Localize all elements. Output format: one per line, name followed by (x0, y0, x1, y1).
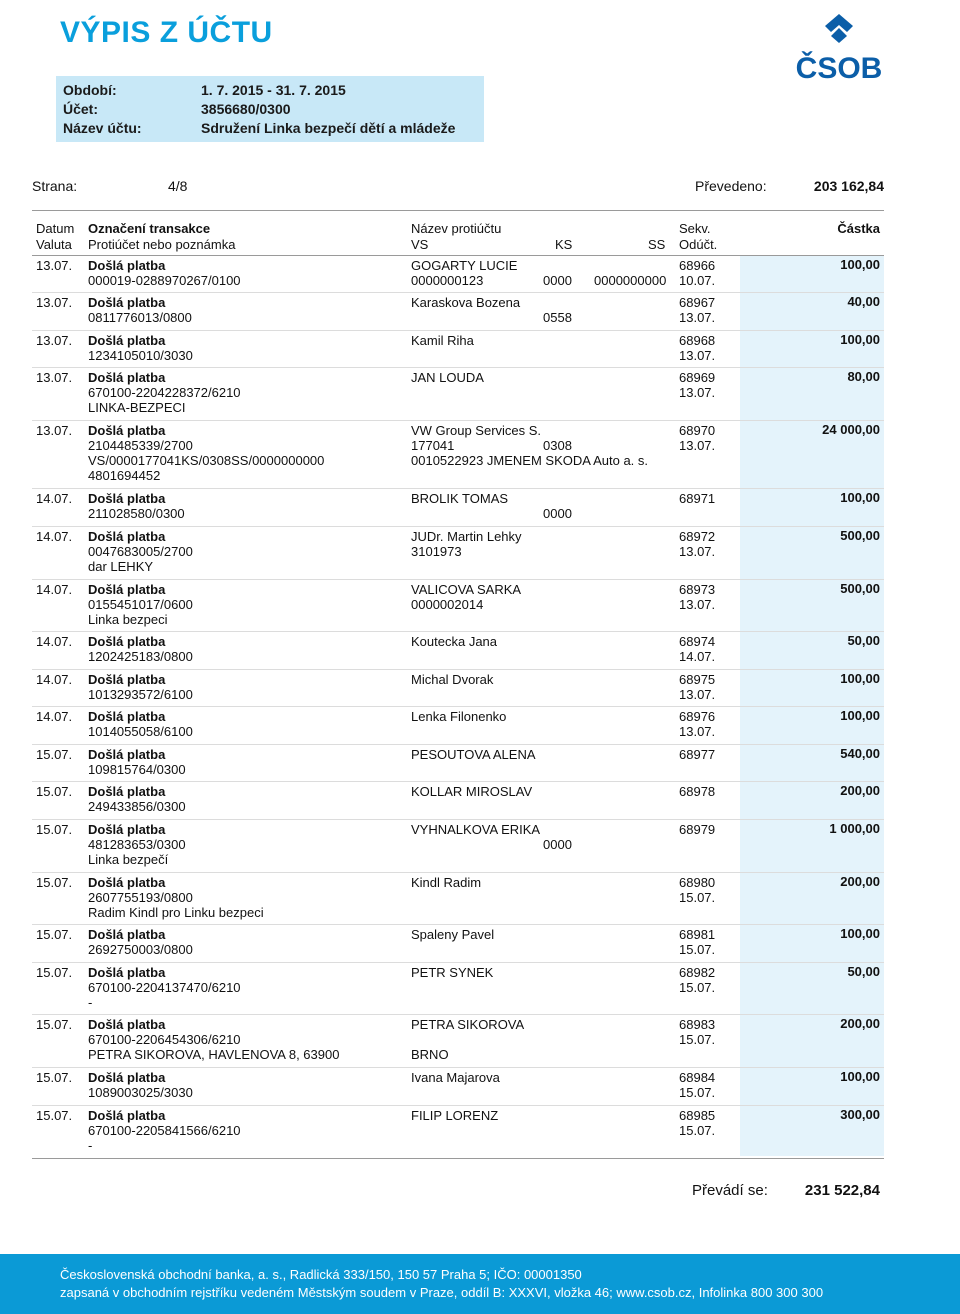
row-counter-line: VS/0000177041KS/0308SS/0000000000 (88, 453, 325, 468)
page-number: 4/8 (168, 178, 188, 194)
csob-logo (793, 12, 885, 82)
row-date: 15.07. (36, 784, 73, 799)
row-amount: 200,00 (840, 1016, 880, 1031)
row-counterparty-name: Koutecka Jana (411, 634, 498, 649)
row-amount: 100,00 (840, 1069, 880, 1084)
row-date: 13.07. (36, 258, 73, 273)
carried-over-value: 203 162,84 (813, 178, 884, 194)
row-sequence: 68981 (679, 927, 716, 942)
row-amount: 100,00 (840, 926, 880, 941)
row-accounting-date: 13.07. (679, 544, 716, 559)
row-accounting-date: 15.07. (679, 980, 716, 995)
row-amount: 540,00 (840, 746, 880, 761)
row-sequence: 68978 (679, 784, 716, 799)
row-date: 15.07. (36, 927, 73, 942)
row-amount: 24 000,00 (822, 422, 880, 437)
row-counterparty-name: FILIP LORENZ (411, 1108, 499, 1123)
row-counterparty-name: BROLIK TOMAS (411, 491, 509, 506)
row-counter-line: 670100-2204137470/6210 (88, 980, 241, 995)
row-counterparty-extra: BRNO (411, 1047, 449, 1062)
row-accounting-date: 13.07. (679, 724, 716, 739)
row-separator (32, 744, 884, 745)
row-transaction-type: Došlá platba (88, 784, 166, 799)
row-counter-line: 2104485339/2700 (88, 438, 193, 453)
row-counter-line: 1089003025/3030 (88, 1085, 193, 1100)
col-accounting-date: Odúčt. (679, 237, 718, 252)
row-vs: 3101973 (411, 544, 462, 559)
row-sequence: 68969 (679, 370, 716, 385)
row-date: 15.07. (36, 822, 73, 837)
row-sequence: 68980 (679, 875, 716, 890)
row-separator (32, 1014, 884, 1015)
row-transaction-type: Došlá platba (88, 1070, 166, 1085)
row-transaction-type: Došlá platba (88, 634, 166, 649)
row-amount: 300,00 (840, 1107, 880, 1122)
row-date: 15.07. (36, 747, 73, 762)
row-counter-line: 0811776013/0800 (88, 310, 192, 325)
row-counter-line: 670100-2204228372/6210 (88, 385, 241, 400)
row-separator (32, 579, 884, 580)
row-vs: 177041 (411, 438, 455, 453)
row-ks: 0000 (543, 273, 572, 288)
row-transaction-type: Došlá platba (88, 747, 166, 762)
row-amount: 40,00 (847, 294, 880, 309)
row-amount: 500,00 (840, 528, 880, 543)
row-transaction-type: Došlá platba (88, 1108, 166, 1123)
row-separator (32, 872, 884, 873)
row-sequence: 68975 (679, 672, 716, 687)
row-counter-line: 0047683005/2700 (88, 544, 193, 559)
col-date: Datum (36, 221, 75, 236)
row-transaction-type: Došlá platba (88, 965, 166, 980)
col-valuta: Valuta (36, 237, 72, 252)
row-counter-line: 670100-2206454306/6210 (88, 1032, 241, 1047)
row-transaction-type: Došlá platba (88, 370, 166, 385)
header-top-rule (32, 210, 884, 211)
row-date: 14.07. (36, 529, 73, 544)
row-ks: 0000 (543, 506, 572, 521)
row-separator (32, 367, 884, 368)
row-accounting-date: 14.07. (679, 649, 716, 664)
row-sequence: 68972 (679, 529, 716, 544)
row-accounting-date: 13.07. (679, 597, 716, 612)
row-date: 14.07. (36, 582, 73, 597)
row-separator (32, 526, 884, 527)
row-sequence: 68971 (679, 491, 716, 506)
col-ks: KS (555, 237, 573, 252)
row-transaction-type: Došlá platba (88, 672, 166, 687)
footer-address: Československá obchodní banka, a. s., Radlická 333/150, 150 57 Praha 5; IČO: 00001350 (60, 1267, 582, 1282)
row-transaction-type: Došlá platba (88, 582, 166, 597)
row-counter-line: Radim Kindl pro Linku bezpeci (88, 905, 264, 920)
row-sequence: 68983 (679, 1017, 716, 1032)
row-transaction-type: Došlá platba (88, 1017, 166, 1032)
row-date: 15.07. (36, 1070, 73, 1085)
row-ss: 0000000000 (594, 273, 667, 288)
row-sequence: 68977 (679, 747, 716, 762)
row-counterparty-name: PETRA SIKOROVA (411, 1017, 525, 1032)
carried-forward-value: 231 522,84 (804, 1182, 880, 1199)
row-counter-line: 2607755193/0800 (88, 890, 193, 905)
row-counter-line: 000019-0288970267/0100 (88, 273, 241, 288)
row-counterparty-name: Michal Dvorak (411, 672, 494, 687)
row-counter-line: 1013293572/6100 (88, 687, 193, 702)
row-transaction-type: Došlá platba (88, 258, 166, 273)
row-counter-line: 0155451017/0600 (88, 597, 193, 612)
row-amount: 200,00 (840, 874, 880, 889)
row-counterparty-name: Kindl Radim (411, 875, 482, 890)
row-counter-line: 4801694452 (88, 468, 161, 483)
row-accounting-date: 15.07. (679, 890, 716, 905)
row-counter-line: PETRA SIKOROVA, HAVLENOVA 8, 63900 (88, 1047, 340, 1062)
period-label: Období: (63, 82, 117, 98)
row-sequence: 68982 (679, 965, 716, 980)
row-transaction-type: Došlá platba (88, 709, 166, 724)
row-sequence: 68985 (679, 1108, 716, 1123)
row-separator (32, 488, 884, 489)
col-sequence: Sekv. (679, 221, 711, 236)
row-accounting-date: 15.07. (679, 1123, 716, 1138)
row-counter-line: 249433856/0300 (88, 799, 186, 814)
row-vs: 0000002014 (411, 597, 484, 612)
account-label: Účet: (63, 101, 99, 117)
row-amount: 100,00 (840, 332, 880, 347)
account-name-label: Název účtu: (63, 120, 142, 136)
row-counter-line: dar LEHKY (88, 559, 154, 574)
row-amount: 50,00 (847, 964, 880, 979)
row-sequence: 68970 (679, 423, 716, 438)
row-accounting-date: 13.07. (679, 687, 716, 702)
row-counterparty-name: JAN LOUDA (411, 370, 484, 385)
col-amount: Částka (837, 221, 880, 236)
row-separator (32, 1067, 884, 1068)
account-number: 3856680/0300 (201, 101, 291, 117)
row-separator (32, 781, 884, 782)
row-amount: 100,00 (840, 257, 880, 272)
row-counterparty-name: Kamil Riha (411, 333, 474, 348)
col-vs: VS (411, 237, 429, 252)
row-transaction-type: Došlá platba (88, 927, 166, 942)
row-accounting-date: 15.07. (679, 1085, 716, 1100)
row-separator (32, 420, 884, 421)
table-bottom-rule (32, 1158, 884, 1159)
row-counter-line: 1202425183/0800 (88, 649, 193, 664)
row-accounting-date: 13.07. (679, 438, 716, 453)
row-transaction-type: Došlá platba (88, 875, 166, 890)
row-counter-line: 211028580/0300 (88, 506, 185, 521)
row-transaction-type: Došlá platba (88, 333, 166, 348)
row-separator (32, 330, 884, 331)
row-transaction-type: Došlá platba (88, 423, 166, 438)
row-counter-line: 481283653/0300 (88, 837, 186, 852)
row-sequence: 68968 (679, 333, 716, 348)
row-transaction-type: Došlá platba (88, 491, 166, 506)
row-separator (32, 631, 884, 632)
row-amount: 100,00 (840, 490, 880, 505)
row-counter-line: 109815764/0300 (88, 762, 186, 777)
row-counter-line: - (88, 1138, 93, 1153)
row-separator (32, 924, 884, 925)
account-name-value: Sdružení Linka bezpečí dětí a mládeže (201, 120, 456, 136)
row-counter-line: Linka bezpeci (88, 612, 168, 627)
page-label: Strana: (32, 178, 78, 194)
row-transaction-type: Došlá platba (88, 822, 166, 837)
row-date: 13.07. (36, 370, 73, 385)
carried-forward-label: Převádí se: (692, 1182, 768, 1199)
row-counter-line: LINKA-BEZPECI (88, 400, 186, 415)
row-sequence: 68966 (679, 258, 716, 273)
row-vs: 0000000123 (411, 273, 484, 288)
row-amount: 100,00 (840, 708, 880, 723)
account-info-box (56, 76, 484, 142)
row-counterparty-name: Lenka Filonenko (411, 709, 507, 724)
row-accounting-date: 13.07. (679, 385, 716, 400)
row-separator (32, 1105, 884, 1106)
row-separator (32, 962, 884, 963)
row-amount: 200,00 (840, 783, 880, 798)
row-counter-line: - (88, 995, 93, 1010)
row-counterparty-name: VALICOVA SARKA (411, 582, 522, 597)
row-date: 14.07. (36, 491, 73, 506)
footer-registry: zapsaná v obchodním rejstříku vedeném Městským soudem v Praze, oddíl B: XXXVI, vložka 46; www.csob.cz, Infolinka 800 300 300 (60, 1285, 824, 1300)
row-accounting-date: 13.07. (679, 348, 716, 363)
row-sequence: 68974 (679, 634, 716, 649)
period-value: 1. 7. 2015 - 31. 7. 2015 (201, 82, 346, 98)
row-sequence: 68967 (679, 295, 716, 310)
row-accounting-date: 13.07. (679, 310, 716, 325)
row-date: 15.07. (36, 875, 73, 890)
row-counterparty-name: KOLLAR MIROSLAV (411, 784, 533, 799)
row-counterparty-name: VYHNALKOVA ERIKA (411, 822, 541, 837)
row-sequence: 68984 (679, 1070, 716, 1085)
row-accounting-date: 15.07. (679, 1032, 716, 1047)
row-counterparty-name: VW Group Services S. (411, 423, 542, 438)
row-amount: 1 000,00 (829, 821, 880, 836)
row-counter-line: 670100-2205841566/6210 (88, 1123, 241, 1138)
row-amount: 50,00 (847, 633, 880, 648)
row-ks: 0308 (543, 438, 572, 453)
row-amount: 100,00 (840, 671, 880, 686)
row-separator (32, 819, 884, 820)
row-counterparty-name: PESOUTOVA ALENA (411, 747, 536, 762)
row-transaction-type: Došlá platba (88, 295, 166, 310)
row-ks: 0558 (543, 310, 572, 325)
row-counterparty-name: GOGARTY LUCIE (411, 258, 518, 273)
col-transaction-type: Označení transakce (88, 221, 211, 236)
statement-title: VÝPIS Z ÚČTU (60, 16, 273, 49)
row-counterparty-name: JUDr. Martin Lehky (411, 529, 522, 544)
col-counterparty-name: Název protiúčtu (411, 221, 502, 236)
row-ks: 0000 (543, 837, 572, 852)
row-date: 13.07. (36, 333, 73, 348)
carried-over-label: Převedeno: (695, 178, 767, 194)
row-separator (32, 706, 884, 707)
row-date: 15.07. (36, 1017, 73, 1032)
row-counterparty-name: PETR SYNEK (411, 965, 494, 980)
row-sequence: 68973 (679, 582, 716, 597)
row-counterparty-name: Ivana Majarova (411, 1070, 500, 1085)
row-date: 14.07. (36, 634, 73, 649)
row-counter-line: 1234105010/3030 (88, 348, 193, 363)
row-date: 15.07. (36, 965, 73, 980)
col-counter-account: Protiúčet nebo poznámka (88, 237, 236, 252)
row-date: 14.07. (36, 709, 73, 724)
row-separator (32, 669, 884, 670)
row-accounting-date: 15.07. (679, 942, 716, 957)
row-counter-line: Linka bezpečí (88, 852, 169, 867)
row-counter-line: 1014055058/6100 (88, 724, 193, 739)
row-date: 13.07. (36, 423, 73, 438)
row-counterparty-name: Spaleny Pavel (411, 927, 495, 942)
row-accounting-date: 10.07. (679, 273, 716, 288)
svg-text:ČSOB: ČSOB (795, 52, 883, 82)
row-date: 14.07. (36, 672, 73, 687)
row-sequence: 68979 (679, 822, 716, 837)
bank-footer (0, 1254, 960, 1314)
row-date: 15.07. (36, 1108, 73, 1123)
row-sequence: 68976 (679, 709, 716, 724)
row-transaction-type: Došlá platba (88, 529, 166, 544)
row-date: 13.07. (36, 295, 73, 310)
row-counterparty-extra: 0010522923 JMENEM SKODA Auto a. s. (411, 453, 649, 468)
row-amount: 500,00 (840, 581, 880, 596)
row-separator (32, 292, 884, 293)
row-counterparty-name: Karaskova Bozena (411, 295, 521, 310)
row-amount: 80,00 (847, 369, 880, 384)
col-ss: SS (648, 237, 666, 252)
row-counter-line: 2692750003/0800 (88, 942, 193, 957)
